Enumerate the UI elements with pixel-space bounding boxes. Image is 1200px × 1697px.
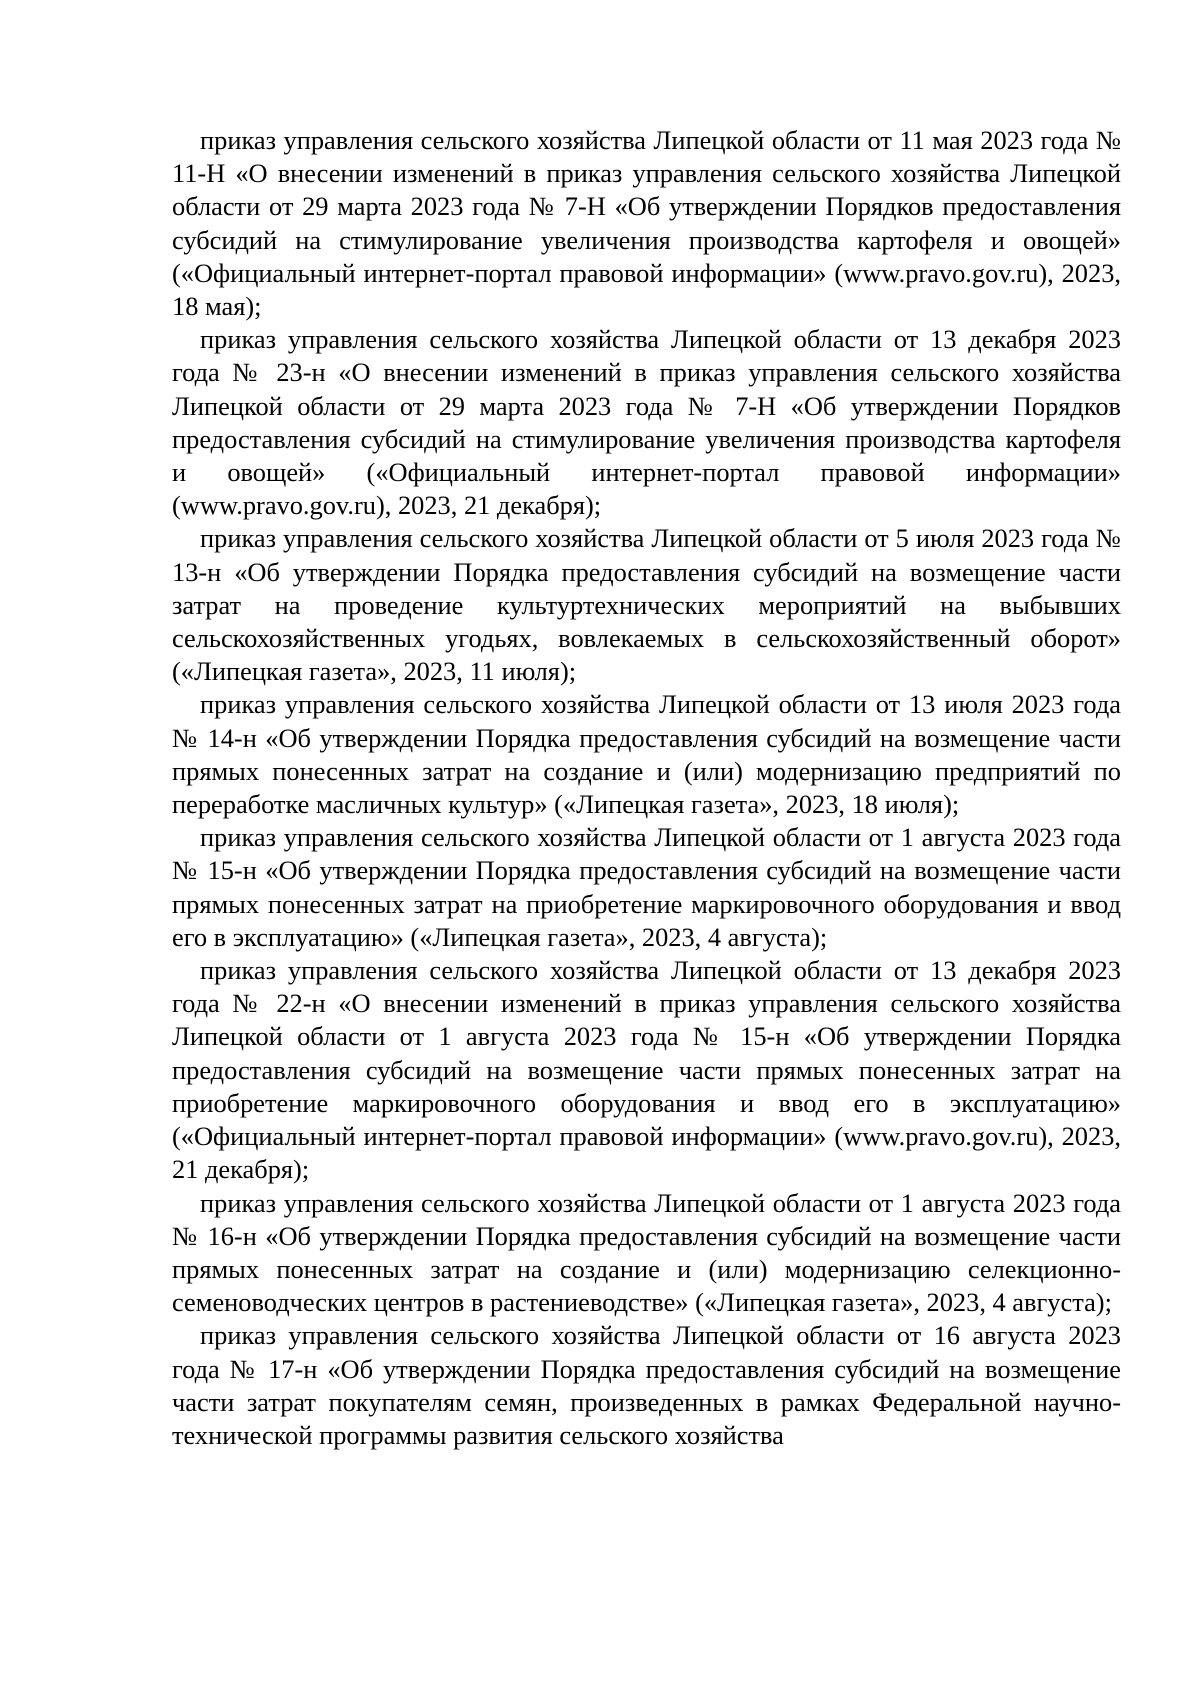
order-paragraph-2: приказ управления сельского хозяйства Липецкой области от 13 декабря 2023 года № 23-н «О внесении изменений в приказ управления сельского хозяйства Липецкой области от 29 марта 2023 года № 7-Н «Об утверждении Порядков предоставления субсидий на стимулирование увеличения производства картофеля и овощей» («Официальный интернет-портал правовой информации» (www.pravo.gov.ru), 2023, 21 декабря);: [172, 324, 1121, 521]
document-body: [172, 124, 1121, 1452]
order-paragraph-6: приказ управления сельского хозяйства Липецкой области от 13 декабря 2023 года № 22-н «О внесении изменений в приказ управления сельского хозяйства Липецкой области от 1 августа 2023 года № 15-н «Об утверждении Порядка предоставления субсидий на возмещение части прямых понесенных затрат на приобретение маркировочного оборудования и ввод его в эксплуатацию» («Официальный интернет-портал правовой информации» (www.pravo.gov.ru), 2023, 21 декабря);: [172, 955, 1121, 1185]
order-paragraph-8: приказ управления сельского хозяйства Липецкой области от 16 августа 2023 года № 17-н «Об утверждении Порядка предоставления субсидий на возмещение части затрат покупателям семян, произведенных в рамках Федеральной научно-технической программы развития сельского хозяйства: [172, 1320, 1121, 1450]
order-paragraph-4: приказ управления сельского хозяйства Липецкой области от 13 июля 2023 года № 14-н «Об утверждении Порядка предоставления субсидий на возмещение части прямых понесенных затрат на создание и (или) модернизацию предприятий по переработке масличных культур» («Липецкая газета», 2023, 18 июля);: [172, 689, 1121, 820]
order-paragraph-5: приказ управления сельского хозяйства Липецкой области от 1 августа 2023 года № 15-н «Об утверждении Порядка предоставления субсидий на возмещение части прямых понесенных затрат на приобретение маркировочного оборудования и ввод его в эксплуатацию» («Липецкая газета», 2023, 4 августа);: [172, 822, 1121, 952]
order-paragraph-3: приказ управления сельского хозяйства Липецкой области от 5 июля 2023 года № 13-н «Об утверждении Порядка предоставления субсидий на возмещение части затрат на проведение культуртехнических мероприятий на выбывших сельскохозяйственных угодьях, вовлекаемых в сельскохозяйственный оборот» («Липецкая газета», 2023, 11 июля);: [172, 523, 1121, 687]
order-paragraph-1: приказ управления сельского хозяйства Липецкой области от 11 мая 2023 года № 11-Н «О внесении изменений в приказ управления сельского хозяйства Липецкой области от 29 марта 2023 года № 7-Н «Об утверждении Порядков предоставления субсидий на стимулирование увеличения производства картофеля и овощей» («Официальный интернет-портал правовой информации» (www.pravo.gov.ru), 2023, 18 мая);: [172, 125, 1121, 322]
order-paragraph-7: приказ управления сельского хозяйства Липецкой области от 1 августа 2023 года № 16-н «Об утверждении Порядка предоставления субсидий на возмещение части прямых понесенных затрат на создание и (или) модернизацию селекционно-семеноводческих центров в растениеводстве» («Липецкая газета», 2023, 4 августа);: [172, 1187, 1121, 1318]
